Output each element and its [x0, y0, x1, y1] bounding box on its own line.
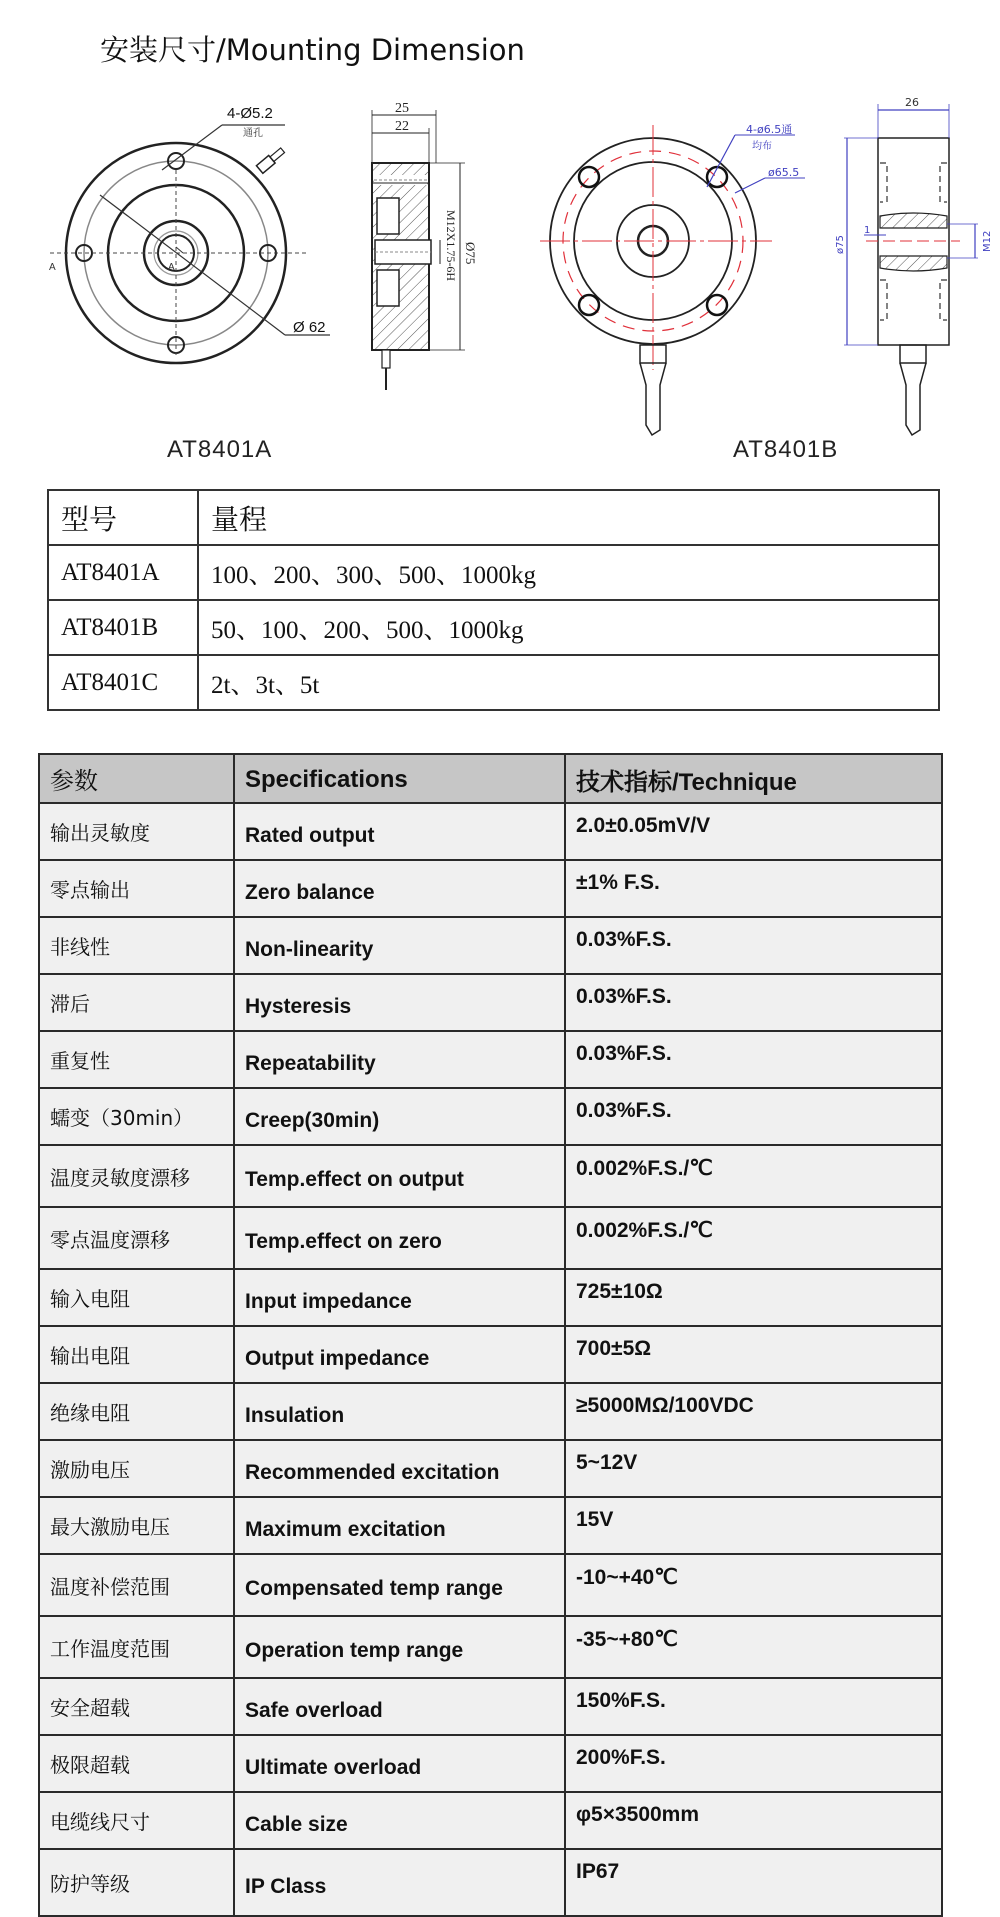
diameter-b: ø75: [835, 235, 846, 254]
spec-name-cell: Repeatability: [234, 1031, 565, 1088]
range-cell: 2t、3t、5t: [198, 655, 939, 710]
spec-row: [39, 1031, 942, 1088]
width-b: 26: [905, 96, 919, 109]
spec-table-header: [39, 754, 942, 803]
hole-leader: [162, 125, 222, 170]
thread-a: M12X1.75-6H: [444, 210, 458, 281]
spec-name-cell: Recommended excitation: [234, 1440, 565, 1497]
thread-b: M12: [982, 230, 993, 252]
width-outer-a: 25: [395, 101, 409, 116]
hole-leader: [707, 135, 735, 187]
spec-value-cell: -35~+80℃: [565, 1616, 942, 1678]
param-cn-cell: 防护等级: [39, 1849, 234, 1916]
spec-value-cell: ≥5000MΩ/100VDC: [565, 1383, 942, 1440]
hole-sub-b: 均布: [752, 141, 772, 152]
range-row: [48, 545, 939, 600]
spec-value-cell: 150%F.S.: [565, 1678, 942, 1735]
param-cn-cell: 激励电压: [39, 1440, 234, 1497]
hole-sub-a: 通孔: [243, 128, 263, 139]
param-cn-cell: 非线性: [39, 917, 234, 974]
spec-name-cell: Cable size: [234, 1792, 565, 1849]
param-cn-cell: 工作温度范围: [39, 1616, 234, 1678]
spec-value-cell: 0.03%F.S.: [565, 917, 942, 974]
drawing-a-front-view: [50, 125, 330, 363]
param-cn-cell: 输出电阻: [39, 1326, 234, 1383]
param-cn-cell: 温度补偿范围: [39, 1554, 234, 1616]
spec-value-cell: φ5×3500mm: [565, 1792, 942, 1849]
page-title: 安装尺寸/Mounting Dimension: [100, 33, 525, 67]
spec-value-cell: 725±10Ω: [565, 1269, 942, 1326]
spec-row: [39, 1678, 942, 1735]
param-cn-cell: 输入电阻: [39, 1269, 234, 1326]
header-model: 型号: [48, 490, 198, 545]
param-cn-cell: 最大激励电压: [39, 1497, 234, 1554]
drawing-b-front-view: [540, 125, 805, 435]
offset-b: 1: [864, 225, 871, 236]
header-specifications: Specifications: [234, 754, 565, 803]
param-cn-cell: 滞后: [39, 974, 234, 1031]
spec-name-cell: Operation temp range: [234, 1616, 565, 1678]
param-cn-cell: 安全超载: [39, 1678, 234, 1735]
cable: [900, 345, 926, 435]
spec-row: [39, 974, 942, 1031]
spec-row: [39, 1269, 942, 1326]
spec-value-cell: 0.03%F.S.: [565, 1088, 942, 1145]
spec-row: [39, 860, 942, 917]
model-label-a: AT8401A: [167, 436, 273, 463]
spec-row: [39, 803, 942, 860]
spec-name-cell: IP Class: [234, 1849, 565, 1916]
cable-gland: [256, 146, 285, 173]
range-table: [47, 489, 940, 711]
model-cell: AT8401B: [48, 600, 198, 655]
header-range: 量程: [198, 490, 939, 545]
spec-value-cell: 0.03%F.S.: [565, 1031, 942, 1088]
width-inner-a: 22: [395, 119, 409, 134]
spec-value-cell: 200%F.S.: [565, 1735, 942, 1792]
spec-row: [39, 1554, 942, 1616]
model-cell: AT8401A: [48, 545, 198, 600]
drawing-b-side-view: [844, 104, 978, 435]
section-mark-a: A: [49, 262, 56, 273]
spec-row: [39, 1616, 942, 1678]
spec-value-cell: ±1% F.S.: [565, 860, 942, 917]
model-cell: AT8401C: [48, 655, 198, 710]
spec-name-cell: Rated output: [234, 803, 565, 860]
model-label-b: AT8401B: [733, 436, 839, 463]
spec-value-cell: 2.0±0.05mV/V: [565, 803, 942, 860]
bolt-hole: [579, 167, 599, 187]
param-cn-cell: 零点输出: [39, 860, 234, 917]
bolt-circle-label-b: ø65.5: [768, 166, 800, 179]
spec-name-cell: Maximum excitation: [234, 1497, 565, 1554]
spec-value-cell: 0.002%F.S./℃: [565, 1145, 942, 1207]
spec-row: [39, 1207, 942, 1269]
spec-row: [39, 1383, 942, 1440]
param-cn-cell: 电缆线尺寸: [39, 1792, 234, 1849]
spec-name-cell: Ultimate overload: [234, 1735, 565, 1792]
range-table-header: [48, 490, 939, 545]
spec-name-cell: Compensated temp range: [234, 1554, 565, 1616]
header-parameter-cn: 参数: [39, 754, 234, 803]
spec-row: [39, 1145, 942, 1207]
spec-name-cell: Output impedance: [234, 1326, 565, 1383]
param-cn-cell: 输出灵敏度: [39, 803, 234, 860]
param-cn-cell: 温度灵敏度漂移: [39, 1145, 234, 1207]
param-cn-cell: 绝缘电阻: [39, 1383, 234, 1440]
spec-name-cell: Temp.effect on zero: [234, 1207, 565, 1269]
spec-row: [39, 1792, 942, 1849]
range-cell: 100、200、300、500、1000kg: [198, 545, 939, 600]
spec-name-cell: Safe overload: [234, 1678, 565, 1735]
spec-name-cell: Creep(30min): [234, 1088, 565, 1145]
param-cn-cell: 零点温度漂移: [39, 1207, 234, 1269]
spec-row: [39, 1735, 942, 1792]
hole-note-b: 4-ø6.5通: [746, 123, 793, 136]
spec-value-cell: IP67: [565, 1849, 942, 1916]
param-cn-cell: 蠕变（30min）: [39, 1088, 234, 1145]
section-mark-a-center: A: [168, 262, 175, 273]
spec-name-cell: Zero balance: [234, 860, 565, 917]
header-technique: 技术指标/Technique: [565, 754, 942, 803]
spec-value-cell: 700±5Ω: [565, 1326, 942, 1383]
spec-row: [39, 1088, 942, 1145]
spec-name-cell: Insulation: [234, 1383, 565, 1440]
range-row: [48, 655, 939, 710]
param-cn-cell: 极限超载: [39, 1735, 234, 1792]
spec-row: [39, 1440, 942, 1497]
spec-value-cell: 0.002%F.S./℃: [565, 1207, 942, 1269]
range-cell: 50、100、200、500、1000kg: [198, 600, 939, 655]
spec-row: [39, 1497, 942, 1554]
diameter-leader: [100, 195, 285, 335]
diameter-a: Ø75: [463, 242, 478, 265]
spec-row: [39, 1849, 942, 1916]
spec-name-cell: Hysteresis: [234, 974, 565, 1031]
spec-name-cell: Non-linearity: [234, 917, 565, 974]
spec-value-cell: -10~+40℃: [565, 1554, 942, 1616]
param-cn-cell: 重复性: [39, 1031, 234, 1088]
bolt-hole: [707, 167, 727, 187]
spec-row: [39, 917, 942, 974]
spec-table: [38, 753, 943, 1917]
spec-row: [39, 1326, 942, 1383]
spec-name-cell: Temp.effect on output: [234, 1145, 565, 1207]
spec-value-cell: 15V: [565, 1497, 942, 1554]
range-row: [48, 600, 939, 655]
mounting-drawings: [0, 80, 1000, 480]
spec-value-cell: 0.03%F.S.: [565, 974, 942, 1031]
spec-name-cell: Input impedance: [234, 1269, 565, 1326]
spec-value-cell: 5~12V: [565, 1440, 942, 1497]
bolt-circle-label-a: Ø 62: [293, 319, 326, 336]
hole-note-a: 4-Ø5.2: [227, 105, 273, 122]
